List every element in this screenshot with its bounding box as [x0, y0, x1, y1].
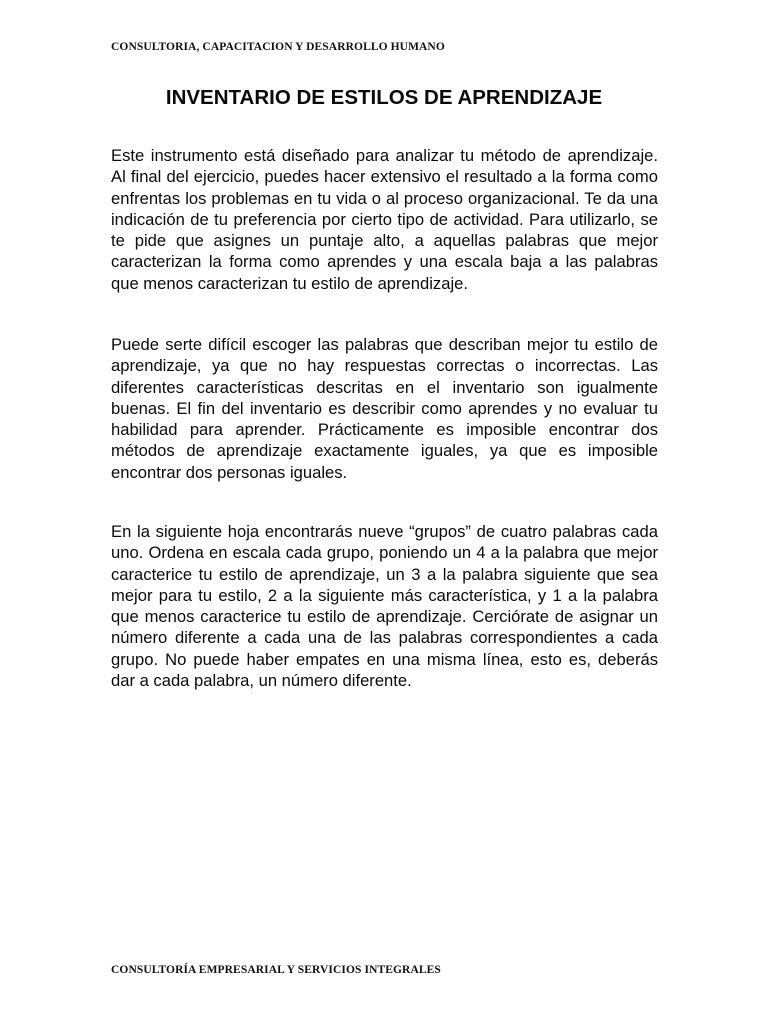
page-footer: CONSULTORÍA EMPRESARIAL Y SERVICIOS INTEGRALES	[111, 964, 441, 976]
paragraph-introduction: Este instrumento está diseñado para analizar tu método de aprendizaje. Al final del ejercicio, puedes hacer extensivo el resultado a la forma como enfrentas los problemas en tu vida o al proceso organizacional. Te da una indicación de tu preferencia por cierto tipo de actividad. Para utilizarlo, se te pide que asignes un puntaje alto, a aquellas palabras que mejor caracterizan la forma como aprendes y una escala baja a las palabras que menos caracterizan tu estilo de aprendizaje.	[111, 146, 658, 293]
paragraph-difficulty: Puede serte difícil escoger las palabras que describan mejor tu estilo de aprendizaje, ya que no hay respuestas correctas o incorrectas. Las diferentes características descritas en el inventario son igualmente buenas. El fin del inventario es describir como aprendes y no evaluar tu habilidad para aprender. Prácticamente es imposible encontrar dos métodos de aprendizaje exactamente iguales, ya que es imposible encontrar dos personas iguales.	[111, 335, 658, 482]
page-header: CONSULTORIA, CAPACITACION Y DESARROLLO HUMANO	[111, 41, 445, 53]
paragraph-instructions: En la siguiente hoja encontrarás nueve “grupos” de cuatro palabras cada uno. Ordena en escala cada grupo, poniendo un 4 a la palabra que mejor caracterice tu estilo de aprendizaje, un 3 a la palabra siguiente que sea mejor para tu estilo, 2 a la siguiente más característica, y 1 a la palabra que menos caracterice tu estilo de aprendizaje. Cerciórate de asignar un número diferente a cada una de las palabras correspondientes a cada grupo. No puede haber empates en una misma línea, esto es, deberás dar a cada palabra, un número diferente.	[111, 522, 658, 691]
document-title: INVENTARIO DE ESTILOS DE APRENDIZAJE	[165, 86, 603, 109]
